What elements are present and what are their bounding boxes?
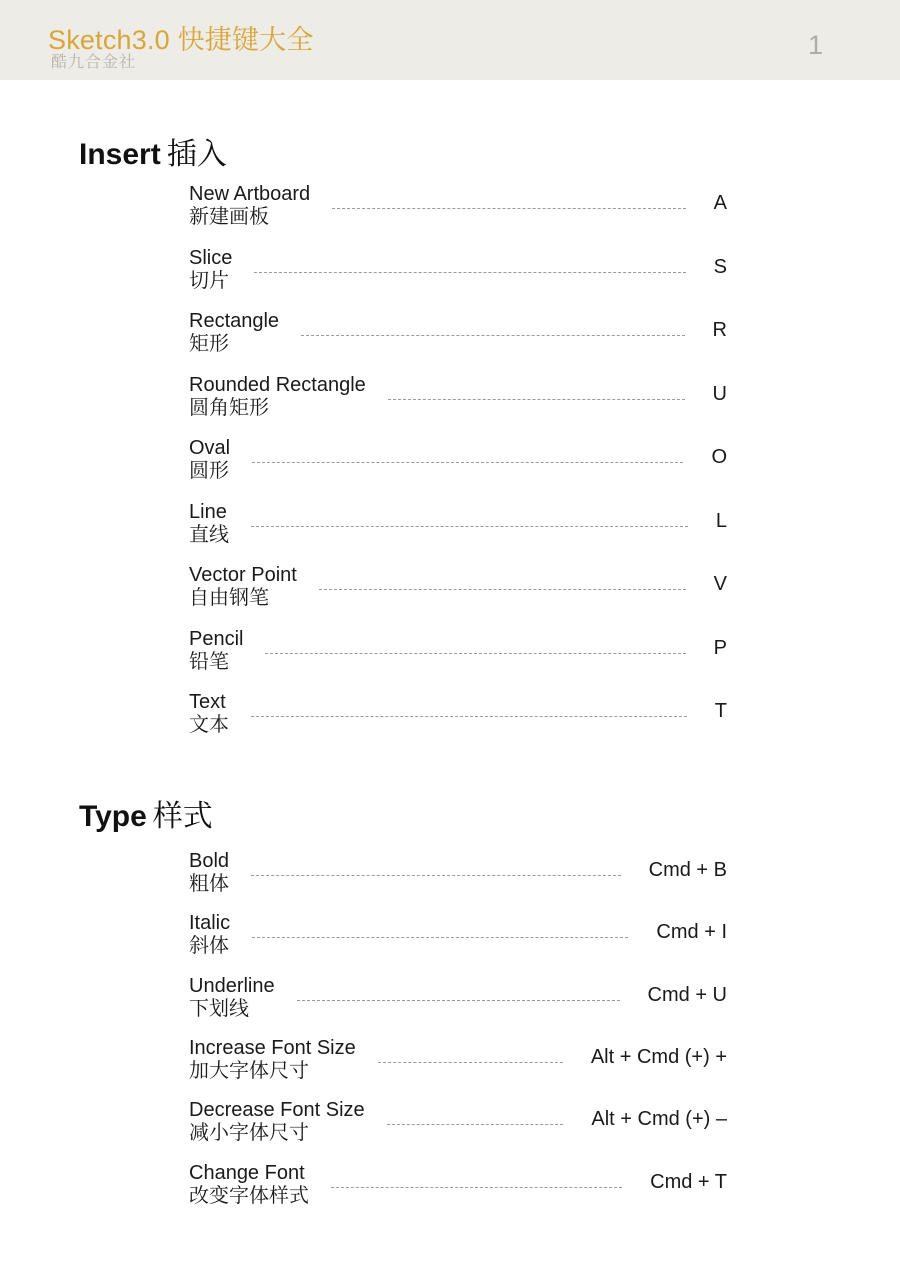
shortcut-labels (189, 1037, 356, 1083)
shortcut-name-en: Line (189, 500, 227, 523)
shortcut-name-zh: 切片 (189, 269, 229, 292)
shortcut-name-en: Underline (189, 974, 275, 997)
dotted-leader (378, 1062, 563, 1063)
shortcut-labels (189, 691, 229, 737)
section-heading-insert (79, 129, 227, 173)
shortcut-labels (189, 501, 229, 547)
dotted-leader (254, 272, 686, 273)
shortcut-name-zh: 改变字体样式 (189, 1184, 309, 1207)
shortcut-row (189, 1037, 727, 1085)
shortcut-key: A (713, 192, 727, 214)
dotted-leader (301, 335, 685, 336)
shortcut-key: R (712, 319, 727, 341)
shortcut-name-zh: 减小字体尺寸 (189, 1122, 309, 1145)
shortcut-row (189, 564, 727, 612)
shortcut-key: Alt + Cmd (+) + (590, 1045, 727, 1068)
shortcut-labels (189, 374, 366, 420)
shortcut-name-zh: 斜体 (189, 935, 229, 958)
section-title-zh: 插入 (166, 138, 227, 171)
shortcut-labels (189, 628, 243, 674)
shortcut-row (189, 1162, 727, 1210)
shortcut-name-en: Italic (189, 912, 231, 935)
shortcut-labels (189, 247, 232, 293)
shortcut-key: O (711, 446, 727, 468)
shortcut-labels (189, 912, 230, 958)
shortcut-key: L (715, 509, 727, 532)
shortcut-row (189, 437, 727, 485)
shortcut-name-zh: 自由钢笔 (189, 587, 269, 609)
dotted-leader (252, 462, 683, 463)
shortcut-name-zh: 新建画板 (189, 206, 269, 228)
section-title-zh: 样式 (152, 800, 213, 833)
shortcut-key: T (714, 700, 727, 722)
shortcut-row (189, 374, 727, 422)
shortcut-row (189, 912, 727, 960)
shortcut-name-en: Bold (189, 850, 230, 872)
dotted-leader (251, 526, 688, 527)
shortcut-name-en: Rounded Rectangle (189, 373, 366, 396)
shortcut-name-en: Increase Font Size (189, 1036, 356, 1059)
document-subtitle: 酷九合金社 (51, 54, 137, 71)
shortcut-row (189, 183, 727, 231)
shortcut-name-zh: 直线 (189, 523, 229, 546)
shortcut-row (189, 310, 727, 358)
shortcut-name-zh: 文本 (189, 714, 229, 736)
shortcut-row (189, 850, 727, 898)
dotted-leader (252, 937, 628, 938)
shortcut-name-zh: 矩形 (189, 333, 229, 355)
shortcut-name-en: Rectangle (189, 310, 280, 332)
shortcut-labels (189, 310, 279, 356)
dotted-leader (319, 589, 686, 590)
page-header (0, 0, 900, 80)
dotted-leader (388, 399, 685, 400)
shortcut-labels (189, 437, 230, 483)
shortcut-key: V (713, 573, 727, 595)
shortcut-labels (189, 1099, 365, 1145)
shortcut-row (189, 975, 727, 1023)
shortcut-key: P (713, 636, 727, 659)
shortcut-labels (189, 1162, 309, 1208)
dotted-leader (387, 1124, 563, 1125)
shortcut-key: Cmd + T (650, 1170, 727, 1193)
shortcut-name-en: Pencil (189, 627, 244, 650)
shortcut-name-en: Slice (189, 246, 233, 269)
shortcut-name-zh: 加大字体尺寸 (189, 1059, 309, 1082)
shortcut-name-en: Vector Point (189, 564, 297, 586)
shortcut-row (189, 691, 727, 739)
dotted-leader (265, 653, 686, 654)
page-number: 1 (808, 30, 824, 60)
dotted-leader (251, 716, 687, 717)
shortcut-name-zh: 下划线 (189, 997, 249, 1020)
shortcut-key: Alt + Cmd (+) – (591, 1108, 727, 1131)
shortcut-row (189, 1099, 727, 1147)
shortcut-labels (189, 183, 310, 229)
shortcut-labels (189, 975, 275, 1021)
section-title-en: Insert (79, 138, 161, 171)
shortcut-name-zh: 圆角矩形 (189, 396, 269, 419)
shortcut-key: S (713, 255, 727, 278)
document-title: Sketch3.0 快捷键大全 (48, 25, 314, 55)
shortcut-key: U (712, 382, 727, 405)
shortcut-labels (189, 564, 297, 610)
shortcut-key: Cmd + U (647, 983, 727, 1006)
shortcut-row (189, 501, 727, 549)
section-title-en: Type (79, 800, 147, 833)
shortcut-labels (189, 850, 229, 896)
shortcut-name-en: Decrease Font Size (189, 1099, 365, 1122)
dotted-leader (251, 875, 621, 876)
shortcut-row (189, 628, 727, 676)
shortcut-row (189, 247, 727, 295)
shortcut-name-en: Text (189, 691, 226, 713)
shortcut-name-zh: 粗体 (189, 873, 229, 895)
dotted-leader (331, 1187, 622, 1188)
shortcut-name-en: New Artboard (189, 183, 311, 205)
dotted-leader (297, 1000, 620, 1001)
dotted-leader (332, 208, 686, 209)
shortcut-name-zh: 铅笔 (189, 650, 229, 673)
shortcut-name-en: Oval (189, 437, 231, 459)
shortcut-name-zh: 圆形 (189, 460, 229, 482)
shortcut-key: Cmd + I (656, 921, 727, 944)
shortcut-key: Cmd + B (648, 859, 727, 881)
shortcut-name-en: Change Font (189, 1161, 305, 1184)
section-heading-type (79, 791, 213, 835)
